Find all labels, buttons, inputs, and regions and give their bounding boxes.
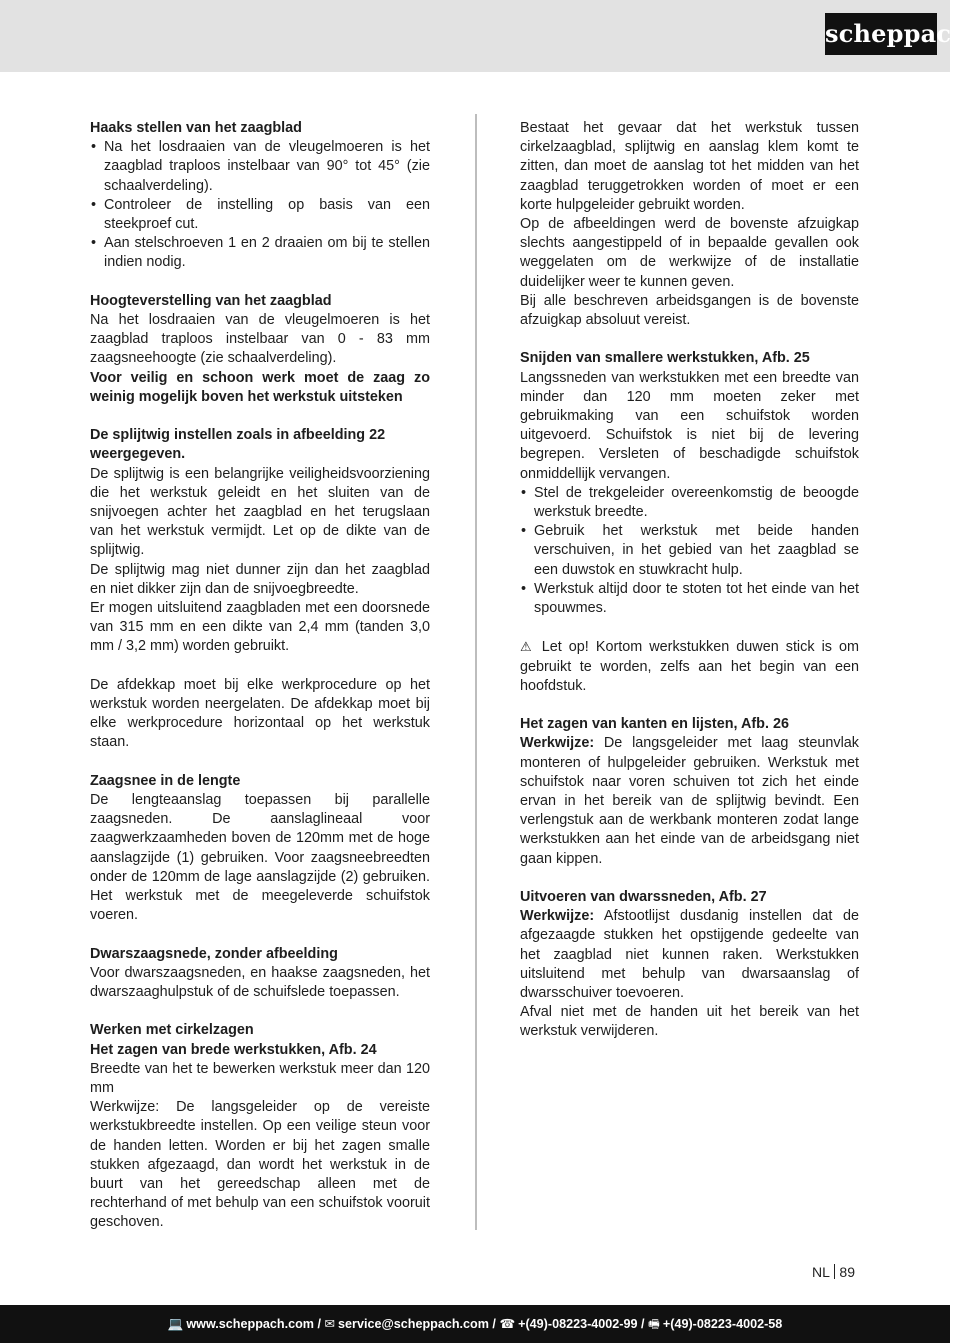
footer-website[interactable]: www.scheppach.com [186, 1317, 314, 1331]
section-heading: Het zagen van kanten en lijsten, Afb. 26 [520, 716, 789, 733]
footer-phone: +(49)-08223-4002-99 [518, 1317, 638, 1331]
warning-note [520, 637, 859, 696]
envelope-icon: ✉ [324, 1317, 336, 1331]
section-zaagsnee-lengte [90, 772, 430, 926]
lead-label: Werkwijze: [520, 908, 595, 925]
warning-triangle-icon: ⚠ [520, 639, 535, 655]
section-subheading: Het zagen van brede werkstukken, Afb. 24 [90, 1041, 377, 1058]
paragraph: Werkwijze: De langsgeleider op de vereiste werkstukbreedte instellen. Op een veilige steun voor de handen letten. Worden er bij het zagen smalle stukken afgezaagd, dan wordt het werkstuk in de buurt van het gereedschap alleen met de rechterhand of met behulp van een schuifstok vooruit geschoven. [90, 1099, 430, 1231]
footer-fax: +(49)-08223-4002-58 [662, 1317, 783, 1331]
section-heading: Haaks stellen van het zaagblad [90, 120, 302, 136]
language-code: NL [812, 1264, 830, 1280]
paragraph [520, 907, 859, 1003]
warning-text: Let op! Kortom werkstukken duwen stick is om gebruikt te worden, zelfs aan het begin van een hoofdstuk. [520, 639, 859, 694]
paragraph: Langssneden van werkstukken met een breedte van minder dan 120 mm moeten zeker met gebruikmaking van een schuifstok worden uitgevoerd. Schuifstok is niet bij de levering begrepen. Versleten of beschadigde schuifstok onmiddellijk vervangen. [520, 369, 859, 482]
section-heading: Werken met cirkelzagen [90, 1022, 254, 1039]
list-item: • Controleer de instelling op basis van een steekproef cut. [90, 196, 430, 234]
section-cirkelzagen [90, 1021, 430, 1232]
section-afdekkap [90, 676, 430, 753]
footer-email[interactable]: service@scheppach.com [338, 1317, 489, 1331]
left-column [90, 119, 430, 1233]
lead-text: Afstootlijst dusdanig instellen dat de afgezaagde stukken het opstijgende gedeelte van het zaagblad niet kunnen raken. Werkstukken uitsluitend met behulp van dwarsaanslag of dwarsschuiver toevoeren. [520, 908, 859, 1002]
lead-text: De langsgeleider met laag steunvlak monteren of hulpgeleider gebruiken. Werkstuk met schuifstok naar voren schuiven tot zich het einde ervan in het bereik van de splijtwig bevindt. Een verlengstuk aan de werkbank monteren zodat lange werkstukken aan het einde van de arbeidsgang niet gaan kippen. [520, 735, 859, 867]
paragraph: Bestaat het gevaar dat het werkstuk tussen cirkelzaagblad, splijtwig en aanslag klem komt te zitten, dan moet de aanslag tot het midden van het zaagblad teruggetrokken worden of moet er een korte hulpgeleider gebruikt worden. [520, 120, 859, 213]
telephone-icon: ☎ [499, 1317, 516, 1331]
list-item: • Aan stelschroeven 1 en 2 draaien om bij te stellen indien nodig. [90, 234, 430, 272]
section-heading: Uitvoeren van dwarssneden, Afb. 27 [520, 889, 767, 906]
lead-label: Werkwijze: [520, 735, 595, 752]
section-warning [520, 637, 859, 696]
column-divider [475, 114, 477, 1230]
paragraph: Bij alle beschreven arbeidsgangen is de bovenste afzuigkap absoluut vereist. [520, 292, 859, 329]
safety-note: Voor veilig en schoon werk moet de zaag zo weinig mogelijk boven het werkstuk uitsteken [90, 369, 430, 405]
paragraph: Er mogen uitsluitend zaagbladen met een doorsnede van 315 mm en een dikte van 2,4 mm (tanden 3,0 mm / 3,2 mm) worden gebruikt. [90, 600, 430, 655]
paragraph: Breedte van het te bewerken werkstuk meer dan 120 mm [90, 1060, 430, 1097]
page-number-value: 89 [839, 1264, 855, 1280]
paragraph: De splijtwig is een belangrijke veiligheidsvoorziening die het werkstuk geleidt en het sluiten van de snijvoegen achter het zaagblad en het terugslaan van het werkstuk vermijdt. Let op de dikte van de splijtwig. [90, 465, 430, 559]
section-heading: De splijtwig instellen zoals in afbeelding 22 weergegeven. [90, 427, 386, 463]
brand-logo: scheppach [825, 13, 937, 55]
paragraph: Voor dwarszaagsneden, en haakse zaagsneden, het dwarszaaghulpstuk of de schuifslede toepassen. [90, 964, 430, 1001]
section-kanten-lijsten [520, 715, 859, 869]
list-item: • Stel de trekgeleider overeenkomstig de beoogde werkstuk breedte. [520, 484, 859, 522]
page-number [812, 1264, 855, 1280]
section-hoogteverstelling [90, 292, 430, 407]
page-number-separator [834, 1264, 836, 1279]
paragraph: Na het losdraaien van de vleugelmoeren is het zaagblad traploos instelbaar van 0 - 83 mm zaagsneehoogte (zie schaalverdeling). [90, 312, 430, 367]
footer-separator: / [637, 1317, 649, 1331]
paragraph [520, 734, 859, 868]
bullet-list [520, 484, 859, 618]
header-bar [0, 0, 950, 72]
paragraph: De afdekkap moet bij elke werkprocedure op het werkstuk worden neergelaten. De afdekkap moet bij elke werkprocedure horizontaal op het werkstuk staan. [90, 676, 430, 751]
paragraph: De splijtwig mag niet dunner zijn dan het zaagblad en niet dikker zijn dan de snijvoegbreedte. [90, 561, 430, 597]
footer-separator: / [488, 1317, 500, 1331]
fax-icon: 🖷 [648, 1317, 660, 1331]
section-heading: Hoogteverstelling van het zaagblad [90, 292, 332, 309]
bullet-list [90, 138, 430, 272]
section-smallere-werkstukken [520, 349, 859, 618]
section-heading: Snijden van smallere werkstukken, Afb. 25 [520, 350, 810, 367]
section-heading: Zaagsnee in de lengte [90, 772, 241, 789]
paragraph: Op de afbeeldingen werd de bovenste afzuigkap slechts aangestippeld of in bepaalde gevallen ook weggelaten om de werkwijze of de installatie duidelijker weer te kunnen geven. [520, 216, 859, 290]
paragraph: Afval niet met de handen uit het bereik van het werkstuk verwijderen. [520, 1004, 859, 1040]
paragraph: De lengteaanslag toepassen bij parallelle zaagsneden. De aanslaglineaal voor zaagwerkzaamheden boven de 120mm met de hoge aanslagzijde (1) gebruiken. Voor zaagsneebreedten onder de 120mm de lage aanslagzijde (2) gebruiken. Het werkstuk met de meegeleverde schuifstok voeren. [90, 792, 430, 924]
right-column [520, 119, 859, 1042]
computer-icon: 💻 [167, 1317, 184, 1331]
section-splijtwig [90, 426, 430, 656]
footer-separator: / [313, 1317, 325, 1331]
section-klem-gevaar [520, 119, 859, 330]
section-dwarssneden [520, 888, 859, 1042]
list-item: • Na het losdraaien van de vleugelmoeren is het zaagblad traploos instelbaar van 90° tot 45° (zie schaalverdeling). [90, 138, 430, 196]
footer-bar [0, 1305, 950, 1343]
section-heading: Dwarszaagsnede, zonder afbeelding [90, 945, 338, 962]
list-item: • Werkstuk altijd door te stoten tot het einde van het spouwmes. [520, 580, 859, 618]
list-item: • Gebruik het werkstuk met beide handen verschuiven, in het gebied van het zaagblad se een duwstok en stuwkracht hulp. [520, 522, 859, 580]
section-dwarszaagsnede [90, 945, 430, 1003]
section-haaks-stellen [90, 119, 430, 273]
